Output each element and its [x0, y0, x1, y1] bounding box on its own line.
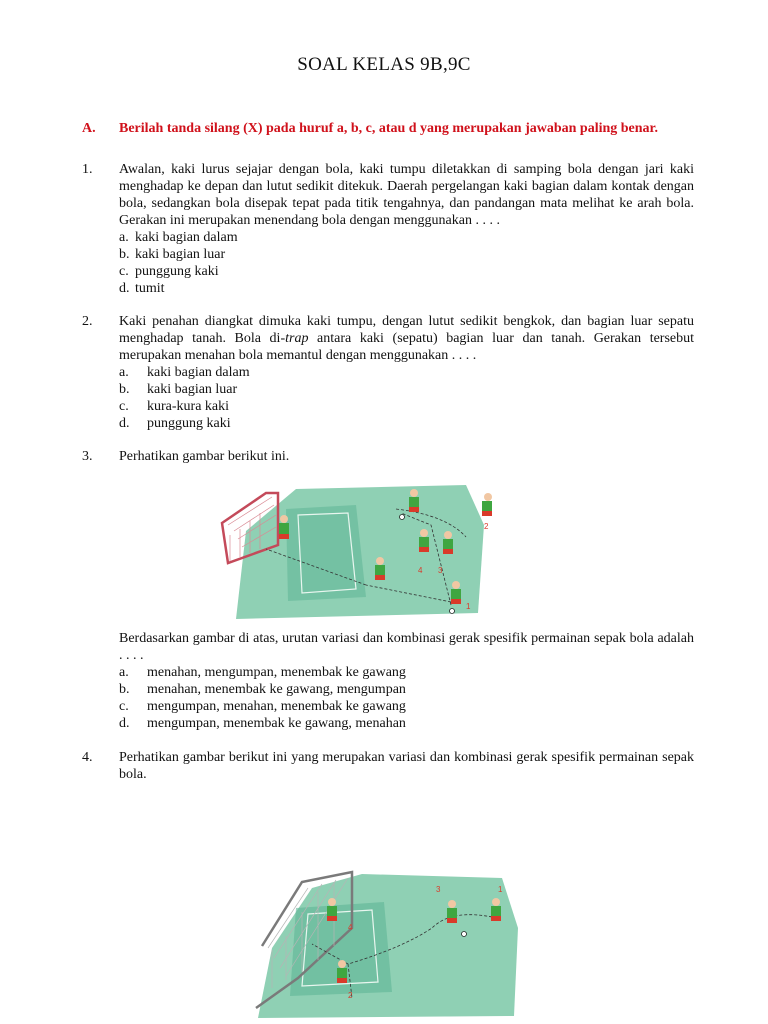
- player: [409, 489, 419, 512]
- option-c[interactable]: c. punggung kaki: [119, 264, 219, 279]
- question-followup-text: Berdasarkan gambar di atas, urutan variasi dan kombinasi gerak spesifik permainan sepak bola adalah . . . .: [119, 631, 694, 663]
- soccer-field-drawing: [216, 485, 492, 621]
- question-number: 2.: [82, 314, 93, 329]
- figure-label: 4: [348, 923, 353, 932]
- option-d[interactable]: d. mengumpan, menembak ke gawang, menahan: [119, 716, 406, 731]
- question-3: [82, 448, 694, 465]
- player: [451, 581, 461, 604]
- question-number: 1.: [82, 162, 93, 177]
- option-d[interactable]: d. punggung kaki: [119, 416, 231, 431]
- player-goalkeeper: [279, 515, 289, 539]
- option-b[interactable]: b. kaki bagian luar: [119, 247, 226, 262]
- figure-label: 2: [484, 522, 489, 531]
- ball: [450, 609, 455, 614]
- player: [482, 493, 492, 516]
- figure-label: 4: [418, 566, 423, 575]
- player: [327, 898, 337, 921]
- figure-label: 1: [466, 602, 471, 611]
- figure-label: 3: [436, 885, 441, 894]
- question-stem: Perhatikan gambar berikut ini.: [119, 449, 290, 464]
- player: [443, 531, 453, 554]
- option-c[interactable]: c. mengumpan, menahan, menembak ke gawang: [119, 699, 406, 714]
- section-instruction: [82, 120, 694, 138]
- player: [419, 529, 429, 552]
- soccer-field-drawing: [252, 868, 520, 1018]
- player: [375, 557, 385, 580]
- option-c[interactable]: c. kura-kura kaki: [119, 399, 230, 414]
- figure-label: 2: [348, 991, 353, 1000]
- option-a[interactable]: a. kaki bagian dalam: [119, 365, 250, 380]
- question-4: [82, 749, 694, 783]
- option-b[interactable]: b. menahan, menembak ke gawang, mengumpan: [119, 682, 406, 697]
- option-a[interactable]: a. menahan, mengumpan, menembak ke gawang: [119, 665, 406, 680]
- option-a[interactable]: a. kaki bagian dalam: [119, 230, 238, 245]
- question-2: [82, 313, 694, 432]
- soccer-drill-illustration-2: [252, 868, 520, 1018]
- figure-label: 1: [498, 885, 503, 894]
- section-label: A.: [82, 121, 96, 136]
- section-instruction-text: Berilah tanda silang (X) pada huruf a, b, c, atau d yang merupakan jawaban paling benar.: [119, 121, 658, 136]
- question-number: 3.: [82, 449, 93, 464]
- soccer-drill-illustration-1: [216, 485, 492, 621]
- question-number: 4.: [82, 750, 93, 765]
- figure-label: 3: [438, 566, 443, 575]
- question-stem: Awalan, kaki lurus sejajar dengan bola, kaki tumpu diletakkan di samping bola dengan jari kaki menghadap ke depan dan lutut sedikit ditekuk. Daerah pergelangan kaki bagian dalam kontak dengan bola, sedangkan bola disepak tepat pada titik tengahnya, dan pandangan mata melihat ke arah bola. Gerakan ini merupakan menendang bola dengan menggunakan . . . .: [119, 162, 694, 228]
- player: [447, 900, 457, 923]
- question-stem: Perhatikan gambar berikut ini yang merupakan variasi dan kombinasi gerak spesifik permainan sepak bola.: [119, 750, 694, 782]
- option-d[interactable]: d. tumit: [119, 281, 165, 296]
- question-stem: Kaki penahan diangkat dimuka kaki tumpu, dengan lutut sedikit bengkok, dan bagian luar sepatu menghadap tanah. Bola di-trap antara kaki (sepatu) bagian luar dan tanah. Gerakan tersebut merupakan menahan bola memantul dengan menggunakan . . . .: [119, 314, 695, 363]
- player: [337, 960, 347, 983]
- question-1: [82, 161, 694, 297]
- player: [491, 898, 501, 921]
- page-title: SOAL KELAS 9B,9C: [297, 54, 471, 75]
- ball: [462, 932, 467, 937]
- ball: [400, 515, 405, 520]
- question-3-followup: [119, 630, 694, 732]
- option-b[interactable]: b. kaki bagian luar: [119, 382, 238, 397]
